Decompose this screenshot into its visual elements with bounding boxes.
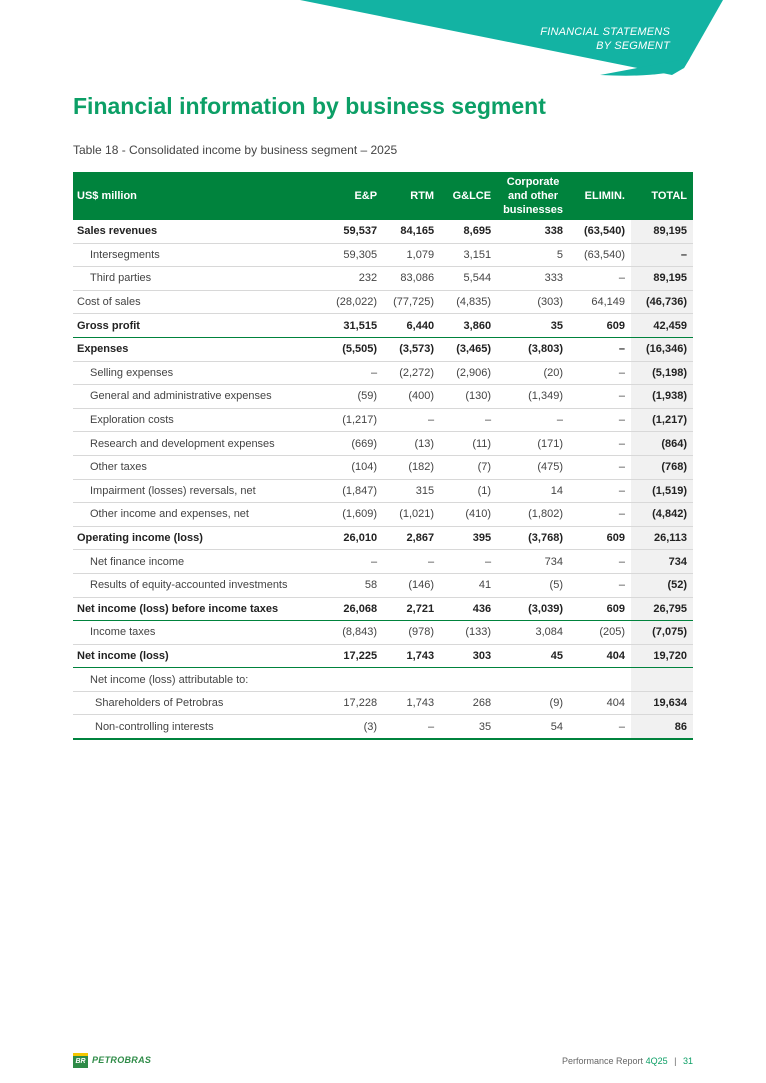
- table-cell: 436: [440, 597, 497, 621]
- report-quarter: 4Q25: [645, 1056, 668, 1066]
- table-row: [73, 644, 693, 668]
- table-cell: (205): [569, 621, 631, 645]
- table-row: [73, 385, 693, 409]
- table-cell: 45: [497, 644, 569, 668]
- column-header: E&P: [354, 190, 378, 202]
- table-cell: (5,505): [319, 337, 383, 361]
- table-cell: (400): [383, 385, 440, 409]
- table-cell: 5: [497, 243, 569, 267]
- table-cell: (768): [631, 455, 693, 479]
- section-label: [540, 25, 670, 53]
- table-cell: –: [569, 361, 631, 385]
- table-row: [73, 267, 693, 291]
- row-label: Selling expenses: [73, 361, 319, 385]
- row-label: Net income (loss) before income taxes: [73, 597, 319, 621]
- table-row: [73, 337, 693, 361]
- row-label: Operating income (loss): [73, 526, 319, 550]
- table-cell: (410): [440, 503, 497, 527]
- table-cell: –: [569, 715, 631, 739]
- table-cell: [319, 668, 383, 692]
- table-row: [73, 408, 693, 432]
- table-cell: (182): [383, 455, 440, 479]
- table-cell: 89,195: [631, 267, 693, 291]
- table-cell: 19,634: [631, 691, 693, 715]
- page-footer: [562, 1056, 693, 1066]
- table-cell: 609: [569, 314, 631, 338]
- row-label: Expenses: [73, 337, 319, 361]
- table-cell: (46,736): [631, 290, 693, 314]
- table-row: [73, 691, 693, 715]
- table-cell: 333: [497, 267, 569, 291]
- table-cell: 268: [440, 691, 497, 715]
- table-row: [73, 526, 693, 550]
- table-cell: [497, 668, 569, 692]
- row-label: Third parties: [73, 267, 319, 291]
- row-label: Shareholders of Petrobras: [73, 691, 319, 715]
- table-cell: 315: [383, 479, 440, 503]
- table-cell: (303): [497, 290, 569, 314]
- table-row: [73, 220, 693, 243]
- row-label: Cost of sales: [73, 290, 319, 314]
- table-cell: –: [319, 550, 383, 574]
- table-cell: [631, 668, 693, 692]
- table-cell: 609: [569, 597, 631, 621]
- table-row: [73, 573, 693, 597]
- table-cell: (1,609): [319, 503, 383, 527]
- table-cell: 2,721: [383, 597, 440, 621]
- row-label: Gross profit: [73, 314, 319, 338]
- table-cell: (171): [497, 432, 569, 456]
- table-cell: –: [440, 408, 497, 432]
- table-cell: (1): [440, 479, 497, 503]
- br-logo-mark: BR: [73, 1053, 88, 1068]
- section-label-line1: FINANCIAL STATEMENS: [540, 26, 670, 38]
- table-row: [73, 479, 693, 503]
- table-cell: (2,272): [383, 361, 440, 385]
- table-cell: 395: [440, 526, 497, 550]
- column-header: G&LCE: [452, 190, 492, 202]
- row-label: Other income and expenses, net: [73, 503, 319, 527]
- row-label: General and administrative expenses: [73, 385, 319, 409]
- table-cell: –: [569, 267, 631, 291]
- table-cell: 338: [497, 220, 569, 243]
- table-cell: (63,540): [569, 243, 631, 267]
- row-label: Exploration costs: [73, 408, 319, 432]
- table-row: [73, 715, 693, 739]
- table-cell: 86: [631, 715, 693, 739]
- table-cell: (28,022): [319, 290, 383, 314]
- row-label: Research and development expenses: [73, 432, 319, 456]
- table-header-row: [73, 172, 693, 220]
- table-cell: (5,198): [631, 361, 693, 385]
- table-cell: –: [319, 361, 383, 385]
- table-cell: 14: [497, 479, 569, 503]
- table-cell: –: [569, 550, 631, 574]
- petrobras-logo: [73, 1053, 151, 1067]
- table-cell: 5,544: [440, 267, 497, 291]
- table-cell: 83,086: [383, 267, 440, 291]
- row-label: Intersegments: [73, 243, 319, 267]
- table-cell: (978): [383, 621, 440, 645]
- table-cell: (4,842): [631, 503, 693, 527]
- table-row: [73, 621, 693, 645]
- table-cell: –: [497, 408, 569, 432]
- table-cell: 1,743: [383, 691, 440, 715]
- table-cell: 54: [497, 715, 569, 739]
- table-cell: –: [383, 550, 440, 574]
- footer-separator: |: [674, 1056, 677, 1066]
- table-row: [73, 243, 693, 267]
- table-cell: 734: [497, 550, 569, 574]
- table-cell: 17,228: [319, 691, 383, 715]
- table-cell: 64,149: [569, 290, 631, 314]
- table-cell: –: [569, 408, 631, 432]
- table-cell: 6,440: [383, 314, 440, 338]
- table-cell: (13): [383, 432, 440, 456]
- table-cell: 58: [319, 573, 383, 597]
- table-row: [73, 455, 693, 479]
- table-cell: (4,835): [440, 290, 497, 314]
- table-cell: (3): [319, 715, 383, 739]
- table-row: [73, 361, 693, 385]
- table-cell: (130): [440, 385, 497, 409]
- table-cell: –: [569, 337, 631, 361]
- table-cell: (133): [440, 621, 497, 645]
- row-label: Other taxes: [73, 455, 319, 479]
- table-cell: (77,725): [383, 290, 440, 314]
- row-label: Results of equity-accounted investments: [73, 573, 319, 597]
- logo-wordmark: PETROBRAS: [92, 1055, 152, 1065]
- table-cell: (1,217): [319, 408, 383, 432]
- table-cell: 232: [319, 267, 383, 291]
- row-label: Impairment (losses) reversals, net: [73, 479, 319, 503]
- table-cell: (3,573): [383, 337, 440, 361]
- table-cell: [569, 668, 631, 692]
- table-cell: 1,743: [383, 644, 440, 668]
- table-cell: (5): [497, 573, 569, 597]
- table-cell: (1,349): [497, 385, 569, 409]
- table-cell: –: [569, 503, 631, 527]
- table-cell: (2,906): [440, 361, 497, 385]
- table-cell: 84,165: [383, 220, 440, 243]
- table-cell: (16,346): [631, 337, 693, 361]
- table-row: [73, 314, 693, 338]
- table-cell: 26,010: [319, 526, 383, 550]
- table-cell: (1,847): [319, 479, 383, 503]
- table-cell: 1,079: [383, 243, 440, 267]
- table-cell: 17,225: [319, 644, 383, 668]
- table-cell: –: [569, 385, 631, 409]
- report-name: Performance Report: [562, 1056, 644, 1066]
- table-cell: (11): [440, 432, 497, 456]
- table-cell: 2,867: [383, 526, 440, 550]
- table-cell: 35: [497, 314, 569, 338]
- table-cell: 59,305: [319, 243, 383, 267]
- table-cell: 26,113: [631, 526, 693, 550]
- table-cell: –: [440, 550, 497, 574]
- table-cell: 59,537: [319, 220, 383, 243]
- table-cell: –: [631, 243, 693, 267]
- segment-income-table: [73, 172, 693, 740]
- table-cell: 26,068: [319, 597, 383, 621]
- table-cell: 35: [440, 715, 497, 739]
- table-cell: [383, 668, 440, 692]
- column-header: RTM: [410, 190, 435, 202]
- table-cell: (9): [497, 691, 569, 715]
- column-header: US$ million: [77, 190, 137, 202]
- table-cell: –: [569, 479, 631, 503]
- table-cell: (475): [497, 455, 569, 479]
- table-cell: (63,540): [569, 220, 631, 243]
- table-cell: (59): [319, 385, 383, 409]
- table-cell: 3,084: [497, 621, 569, 645]
- table-cell: (864): [631, 432, 693, 456]
- page-title: Financial information by business segment: [73, 93, 546, 119]
- table-row: [73, 503, 693, 527]
- row-label: Net finance income: [73, 550, 319, 574]
- table-row: [73, 432, 693, 456]
- table-cell: 609: [569, 526, 631, 550]
- table-cell: (1,217): [631, 408, 693, 432]
- row-label: Non-controlling interests: [73, 715, 319, 739]
- table-caption: Table 18 - Consolidated income by business segment – 2025: [73, 143, 398, 157]
- table-cell: (146): [383, 573, 440, 597]
- table-cell: (104): [319, 455, 383, 479]
- table-cell: 89,195: [631, 220, 693, 243]
- table-row: [73, 668, 693, 692]
- table-cell: –: [383, 715, 440, 739]
- row-label: Net income (loss) attributable to:: [73, 668, 319, 692]
- table-cell: (7): [440, 455, 497, 479]
- table-row: [73, 597, 693, 621]
- table-cell: (8,843): [319, 621, 383, 645]
- table-cell: (1,519): [631, 479, 693, 503]
- table-cell: 42,459: [631, 314, 693, 338]
- table-row: [73, 290, 693, 314]
- table-row: [73, 550, 693, 574]
- table-cell: –: [569, 455, 631, 479]
- table-cell: 19,720: [631, 644, 693, 668]
- table-cell: (1,802): [497, 503, 569, 527]
- table-cell: (3,768): [497, 526, 569, 550]
- table-cell: 3,860: [440, 314, 497, 338]
- table-cell: (3,465): [440, 337, 497, 361]
- table-cell: –: [569, 432, 631, 456]
- table-cell: (52): [631, 573, 693, 597]
- table-cell: 41: [440, 573, 497, 597]
- table-cell: 26,795: [631, 597, 693, 621]
- table-cell: (3,803): [497, 337, 569, 361]
- table-cell: (3,039): [497, 597, 569, 621]
- table-cell: –: [569, 573, 631, 597]
- table-cell: (1,021): [383, 503, 440, 527]
- table-cell: (1,938): [631, 385, 693, 409]
- row-label: Net income (loss): [73, 644, 319, 668]
- table-cell: (20): [497, 361, 569, 385]
- table-cell: 734: [631, 550, 693, 574]
- section-label-line2: BY SEGMENT: [596, 40, 670, 52]
- table-cell: (669): [319, 432, 383, 456]
- page-number: 31: [682, 1056, 693, 1066]
- row-label: Income taxes: [73, 621, 319, 645]
- table-cell: 404: [569, 691, 631, 715]
- table-cell: 303: [440, 644, 497, 668]
- table-cell: 3,151: [440, 243, 497, 267]
- column-header: Corporate and other businesses: [503, 176, 563, 216]
- table-cell: –: [383, 408, 440, 432]
- table-cell: (7,075): [631, 621, 693, 645]
- table-cell: 31,515: [319, 314, 383, 338]
- table-cell: [440, 668, 497, 692]
- column-header: TOTAL: [651, 190, 687, 202]
- table-cell: 404: [569, 644, 631, 668]
- column-header: ELIMIN.: [584, 190, 625, 202]
- table-cell: 8,695: [440, 220, 497, 243]
- row-label: Sales revenues: [73, 220, 319, 243]
